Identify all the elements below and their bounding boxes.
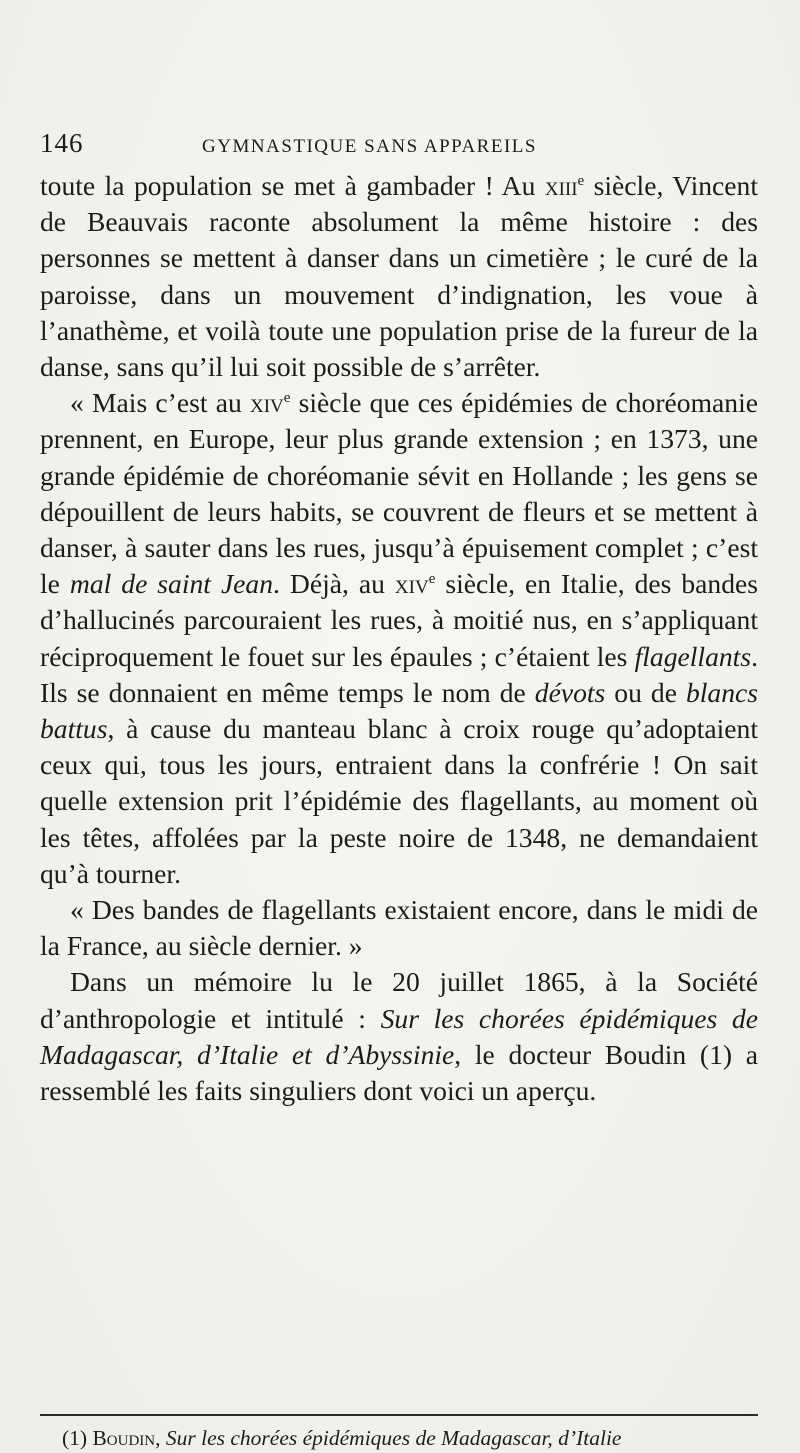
text-run: « Mais c’est au [70,387,250,419]
text-run: ou de [605,676,686,708]
text-run: , [155,1426,166,1450]
paragraph-1 [40,168,758,385]
italic-term: mal de saint Jean [69,568,274,600]
footnote-title: Sur les chorées épidémiques de Madagascar, d’Italie [165,1426,622,1450]
superscript: e [283,390,291,407]
text-run: . Ils se donnaient en même temps le nom de [40,640,758,708]
roman-numeral: xiv [249,387,284,419]
body-text [40,168,758,1109]
paragraph-2 [40,385,758,892]
roman-numeral: xiii [544,170,578,201]
roman-numeral: xiv [394,568,429,600]
paragraph-4 [40,964,758,1109]
footnote-marker: (1) [62,1426,93,1450]
running-title: GYMNASTIQUE SANS APPAREILS [202,136,537,157]
italic-title: Sur les chorées épidémiques de Madagascar, d’Italie et d’Abyssinie [40,1002,758,1070]
text-run: , le docteur Boudin (1) a ressemblé les faits singuliers dont voici un aperçu. [40,1038,758,1107]
italic-term: flagellants [634,640,752,672]
footnote [62,1424,762,1452]
superscript: e [428,571,436,588]
footnote-author: Boudin [92,1426,156,1450]
page-header [40,128,760,164]
text-run: siècle, en Italie, des bandes d’hallucinés parcouraient les rues, à moitié nus, en s’appliquant réciproquement le fouet sur les épaules ; c’étaient les [40,568,758,672]
paragraph-3: « Des bandes de flagellants existaient encore, dans le midi de la France, au siècle dernier. » [40,894,758,962]
page-number: 146 [40,128,84,158]
footnote-rule [40,1414,758,1416]
text-run: , à cause du manteau blanc à croix rouge qu’adoptaient ceux qui, tous les jours, entraient dans la confrérie ! On sait quelle extension prit l’épidémie des flagellants, au moment où les têtes, affolées par la peste noire de 1348, ne demandaient qu’à tourner. [40,713,758,889]
text-run: siècle que ces épidémies de choréomanie prennent, en Europe, leur plus grande extension ; en 1373, une grande épidémie de choréomanie sévit en Hollande ; les gens se dépouillent de leurs habits, se couvrent de fleurs et se mettent à danser, à sauter dans les rues, jusqu’à épuisement complet ; c’est le [40,387,758,600]
superscript: e [577,173,585,189]
text-run: Dans un mémoire lu le 20 juillet 1865, à la Société d’anthropologie et intitulé : [40,966,758,1034]
italic-term: blancs battus [40,676,758,745]
text-run: . Déjà, au [273,568,395,600]
text-run: siècle, Vincent de Beauvais raconte absolument la même histoire : des personnes se mettent à danser dans un cimetière ; le curé de la paroisse, dans un mouvement d’indignation, les voue à l’anathème, et voilà toute une population prise de la fureur de la danse, sans qu’il lui soit possible de s’arrêter. [40,170,758,383]
italic-term: dévots [534,676,606,708]
text-run: toute la population se met à gambader ! Au [40,170,545,201]
